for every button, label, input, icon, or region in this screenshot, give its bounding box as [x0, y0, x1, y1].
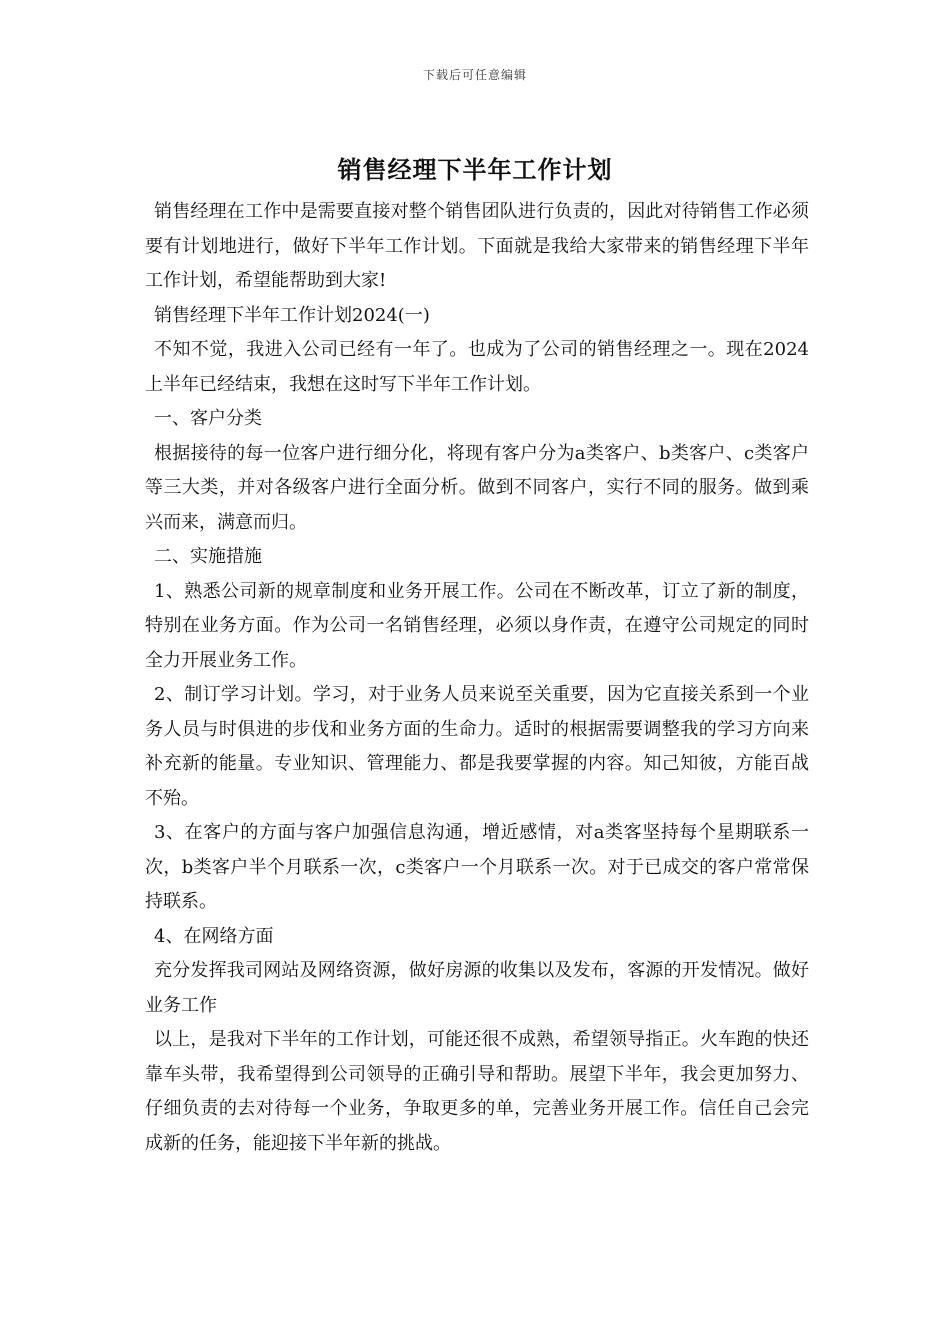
- subsection-heading: 二、实施措施: [154, 546, 262, 567]
- list-item: 1、熟悉公司新的规章制度和业务开展工作。公司在不断改革，订立了新的制度，特别在业务方面。作为公司一名销售经理，必须以身作责，在遵守公司规定的同时全力开展业务工作。: [145, 580, 809, 671]
- paragraph: 充分发挥我司网站及网络资源，做好房源的收集以及发布，客源的开发情况。做好业务工作: [145, 960, 809, 1016]
- subsection-heading: 一、客户分类: [154, 408, 262, 429]
- section-heading: 销售经理下半年工作计划2024(一): [154, 304, 430, 326]
- list-item: 2、制订学习计划。学习，对于业务人员来说至关重要，因为它直接关系到一个业务人员与时俱进的步伐和业务方面的生命力。适时的根据需要调整我的学习方向来补充新的能量。专业知识、管理能力、都是我要掌握的内容。知己知彼，方能百战不殆。: [145, 684, 809, 809]
- page-header-note: 下载后可任意编辑: [422, 68, 527, 82]
- document-body: [145, 195, 809, 1161]
- paragraph: 根据接待的每一位客户进行细分化，将现有客户分为a类客户、b类客户、c类客户等三大类，并对各级客户进行全面分析。做到不同客户，实行不同的服务。做到乘兴而来，满意而归。: [145, 442, 809, 533]
- paragraph: 不知不觉，我进入公司已经有一年了。也成为了公司的销售经理之一。现在2024上半年已经结束，我想在这时写下半年工作计划。: [145, 339, 809, 395]
- paragraph-intro: 销售经理在工作中是需要直接对整个销售团队进行负责的，因此对待销售工作必须要有计划地进行，做好下半年工作计划。下面就是我给大家带来的销售经理下半年工作计划，希望能帮助到大家!: [145, 201, 809, 291]
- list-item: 4、在网络方面: [154, 925, 274, 947]
- paragraph-conclusion: 以上，是我对下半年的工作计划，可能还很不成熟，希望领导指正。火车跑的快还靠车头带，我希望得到公司领导的正确引导和帮助。展望下半年，我会更加努力、仔细负责的去对待每一个业务，争取更多的单，完善业务开展工作。信任自己会完成新的任务，能迎接下半年新的挑战。: [145, 1029, 809, 1154]
- list-item: 3、在客户的方面与客户加强信息沟通，增近感情，对a类客坚持每个星期联系一次，b类客户半个月联系一次，c类客户一个月联系一次。对于已成交的客户常常保持联系。: [145, 822, 809, 912]
- document-title: 销售经理下半年工作计划: [337, 155, 613, 184]
